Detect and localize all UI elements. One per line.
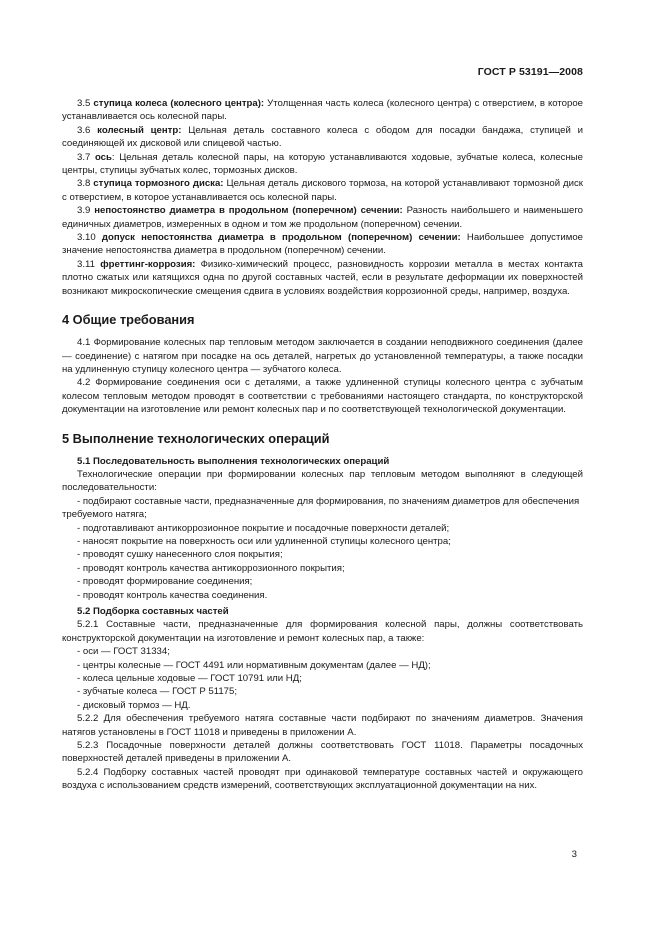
definition-text: Физико-химический процесс, разновидность коррозии металла в местах контакта плотно сжатых или катящихся одна по другой составных частей, если в результате деформации их поверхностей возникают микроскопические смещения сдвига в условиях воздействия коррозионной среды, например, воздуха. <box>62 258 583 297</box>
subsection-5-1-title: 5.1 Последовательность выполнения технологических операций <box>77 455 390 467</box>
list-item: - дисковый тормоз — НД. <box>77 699 191 711</box>
definition-item <box>62 258 583 298</box>
list-item: - проводят контроль качества соединения. <box>77 589 268 601</box>
definition-term: ступица тормозного диска: <box>93 178 224 190</box>
definitions-list <box>62 97 583 298</box>
definition-item <box>62 204 583 231</box>
definition-term: ступица колеса (колесного центра): <box>93 98 265 109</box>
list-item: - проводят контроль качества антикоррозионного покрытия; <box>77 562 345 574</box>
list-item: - проводят формирование соединения; <box>77 576 253 588</box>
definition-text: : Цельная деталь колесной пары, на которую устанавливаются ходовые, зубчатые колеса, колесные центры, ступицы зубчатых колес, тормозных дисков. <box>62 151 583 177</box>
paragraph-5-2-3: 5.2.3 Посадочные поверхности деталей должны соответствовать ГОСТ 11018. Параметры посадочных поверхностей деталей приведены в приложении А. <box>62 740 583 765</box>
paragraph-5-2-2: 5.2.2 Для обеспечения требуемого натяга составные части подбирают по значениям диаметров. Значения натягов установлены в ГОСТ 11018 и приведены в приложении А. <box>62 713 583 738</box>
definition-item <box>62 124 583 151</box>
definition-number: 3.6 <box>77 124 91 136</box>
list-item: - наносят покрытие на поверхность оси или удлиненной ступицы колесного центра; <box>77 535 451 547</box>
definition-item <box>62 97 583 124</box>
list-item: - проводят сушку нанесенного слоя покрытия; <box>77 549 283 561</box>
definition-text: Разность наибольшего и наименьшего единичных диаметров, измеренных в одном и том же продольном (поперечном) сечении. <box>62 205 583 230</box>
list-item: - колеса цельные ходовые — ГОСТ 10791 или НД; <box>77 673 302 685</box>
paragraph-4-1: 4.1 Формирование колесных пар тепловым методом заключается в создании неподвижного соединения (далее — соединение) с натягом при посадке на ось деталей, нагретых до установленной температуры, а также посадки на удлиненную ступицу колесного центра — зубчатого колеса. <box>62 337 583 375</box>
list-item: - зубчатые колеса — ГОСТ Р 51175; <box>77 686 238 698</box>
sequence-list <box>62 495 583 602</box>
definition-term: непостоянство диаметра в продольном (поперечном) сечении: <box>94 205 403 217</box>
paragraph-5-2-1: 5.2.1 Составные части, предназначенные для формирования колесной пары, должны соответствовать конструкторской документации на изготовление и ремонт колесных пар, а также: <box>62 619 583 644</box>
definition-number: 3.11 <box>77 258 95 270</box>
section-4-title: 4 Общие требования <box>62 312 195 328</box>
definition-term: допуск непостоянства диаметра в продольном (поперечном) сечении: <box>101 232 461 244</box>
definition-number: 3.7 <box>77 151 91 163</box>
definition-item <box>62 177 583 204</box>
definition-text: Цельная деталь дискового тормоза, на которой устанавливают тормозной диск с отверстием, в которое устанавливается ось колесной пары. <box>62 178 584 203</box>
paragraph-5-2-4: 5.2.4 Подборку составных частей проводят при одинаковой температуре составных частей и окружающего воздуха с использованием средств измерений, соответствующих эксплуатационной документации на них. <box>62 766 583 792</box>
list-item: - подготавливают антикоррозионное покрытие и посадочные поверхности деталей; <box>77 522 450 534</box>
definition-term: ось <box>94 151 112 163</box>
subsection-5-2-title: 5.2 Подборка составных частей <box>77 606 229 617</box>
definition-text: Цельная деталь составного колеса с ободом для посадки бандажа, ступицей и соединяющей их дисковой или спицевой частью. <box>62 124 583 150</box>
section-5-title: 5 Выполнение технологических операций <box>62 430 330 446</box>
definition-text: Наибольшее допустимое значение непостоянства диаметра в продольном (поперечном) сечении. <box>62 232 583 257</box>
definition-number: 3.10 <box>77 232 96 244</box>
standards-list <box>62 645 583 712</box>
definition-number: 3.5 <box>77 98 91 109</box>
definition-item <box>62 231 583 258</box>
definition-number: 3.8 <box>77 178 91 190</box>
definition-item <box>62 151 583 178</box>
standard-header: ГОСТ Р 53191—2008 <box>477 66 583 78</box>
definition-term: колесный центр: <box>97 124 182 136</box>
paragraph-4-2: 4.2 Формирование соединения оси с деталями, а также удлиненной ступицы колесного центра с зубчатым колесом тепловым методом проводят в соответствии с требованиями настоящего стандарта, по конструкторской документации на изготовление или ремонт колесных пар и по соответствующей технологической документации. <box>62 377 583 416</box>
list-item: - оси — ГОСТ 31334; <box>77 646 170 658</box>
definition-term: фреттинг-коррозия: <box>100 258 196 270</box>
definition-text: Утолщенная часть колеса (колесного центра) с отверстием, в которое устанавливается ось колесной пары. <box>62 98 584 123</box>
list-item: - подбирают составные части, предназначенные для формирования, по значениям диаметров для обеспечения требуемого натяга; <box>62 495 580 521</box>
definition-number: 3.9 <box>77 205 91 217</box>
page-content <box>62 97 583 793</box>
page-number: 3 <box>571 849 577 860</box>
list-item: - центры колесные — ГОСТ 4491 или нормативным документам (далее — НД); <box>77 659 431 671</box>
paragraph-5-1-intro: Технологические операции при формировании колесных пар тепловым методом выполняют в следующей последовательности: <box>62 468 583 494</box>
